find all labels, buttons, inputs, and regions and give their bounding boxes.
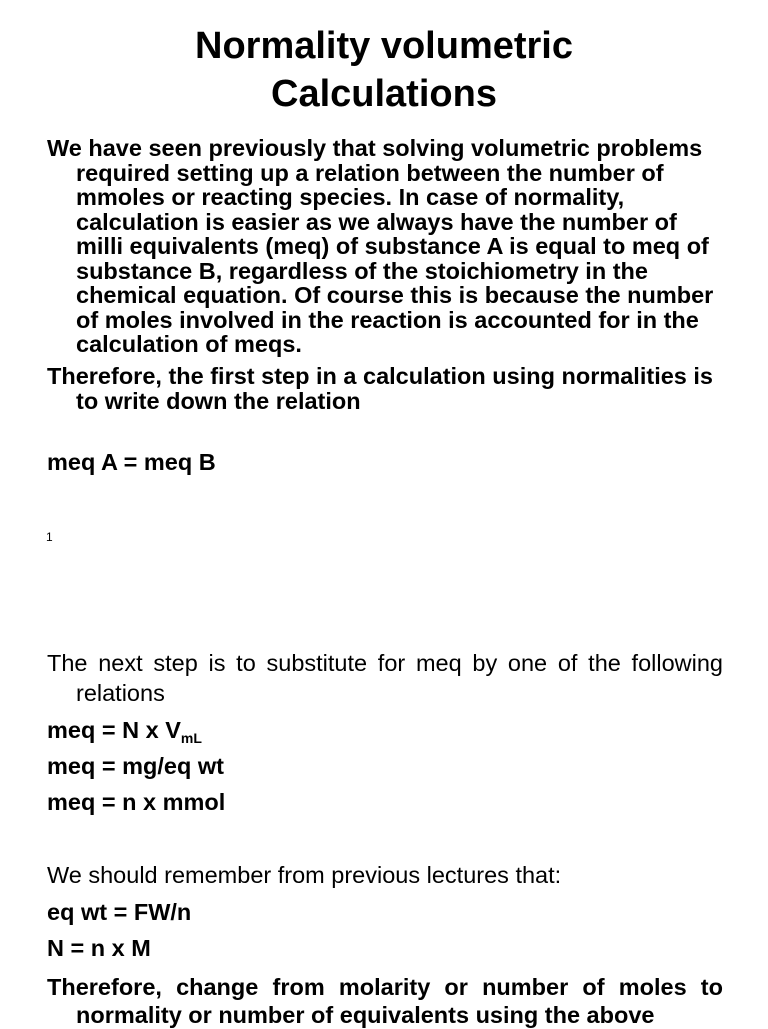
next-step-paragraph: The next step is to substitute for meq by one of the following relations bbox=[47, 650, 723, 706]
page-number: 1 bbox=[46, 530, 53, 544]
relation-mg-eq-wt: meq = mg/eq wt bbox=[47, 753, 224, 779]
page-title bbox=[0, 22, 768, 118]
relation-n-mmol: meq = n x mmol bbox=[47, 789, 226, 815]
relation-volume-subscript: mL bbox=[180, 730, 202, 746]
intro-paragraph: We have seen previously that solving volumetric problems required setting up a relation between the number of mmoles or reacting species. In case of normality, calculation is easier as we always have the number of milli equivalents (meq) of substance A is equal to meq of substance B, regardless of the stoichiometry in the chemical equation. Of course this is because the number of moles involved in the reaction is accounted for in the calculation of meqs. bbox=[47, 135, 714, 357]
equation-meq-a-b: meq A = meq B bbox=[47, 449, 216, 475]
title-line-2: Calculations bbox=[271, 73, 497, 115]
therefore-paragraph: Therefore, the first step in a calculation using normalities is to write down the relation bbox=[47, 363, 713, 414]
remember-line: We should remember from previous lectures that: bbox=[47, 862, 562, 888]
eq-wt-formula: eq wt = FW/n bbox=[47, 899, 192, 925]
normality-formula: N = n x M bbox=[47, 935, 151, 961]
relation-normality-volume-main: meq = N x V bbox=[47, 717, 181, 743]
change-paragraph: Therefore, change from molarity or number of moles to normality or number of equivalents using the above bbox=[47, 974, 723, 1028]
relation-normality-volume bbox=[47, 716, 202, 744]
title-line-1: Normality volumetric bbox=[195, 25, 573, 67]
